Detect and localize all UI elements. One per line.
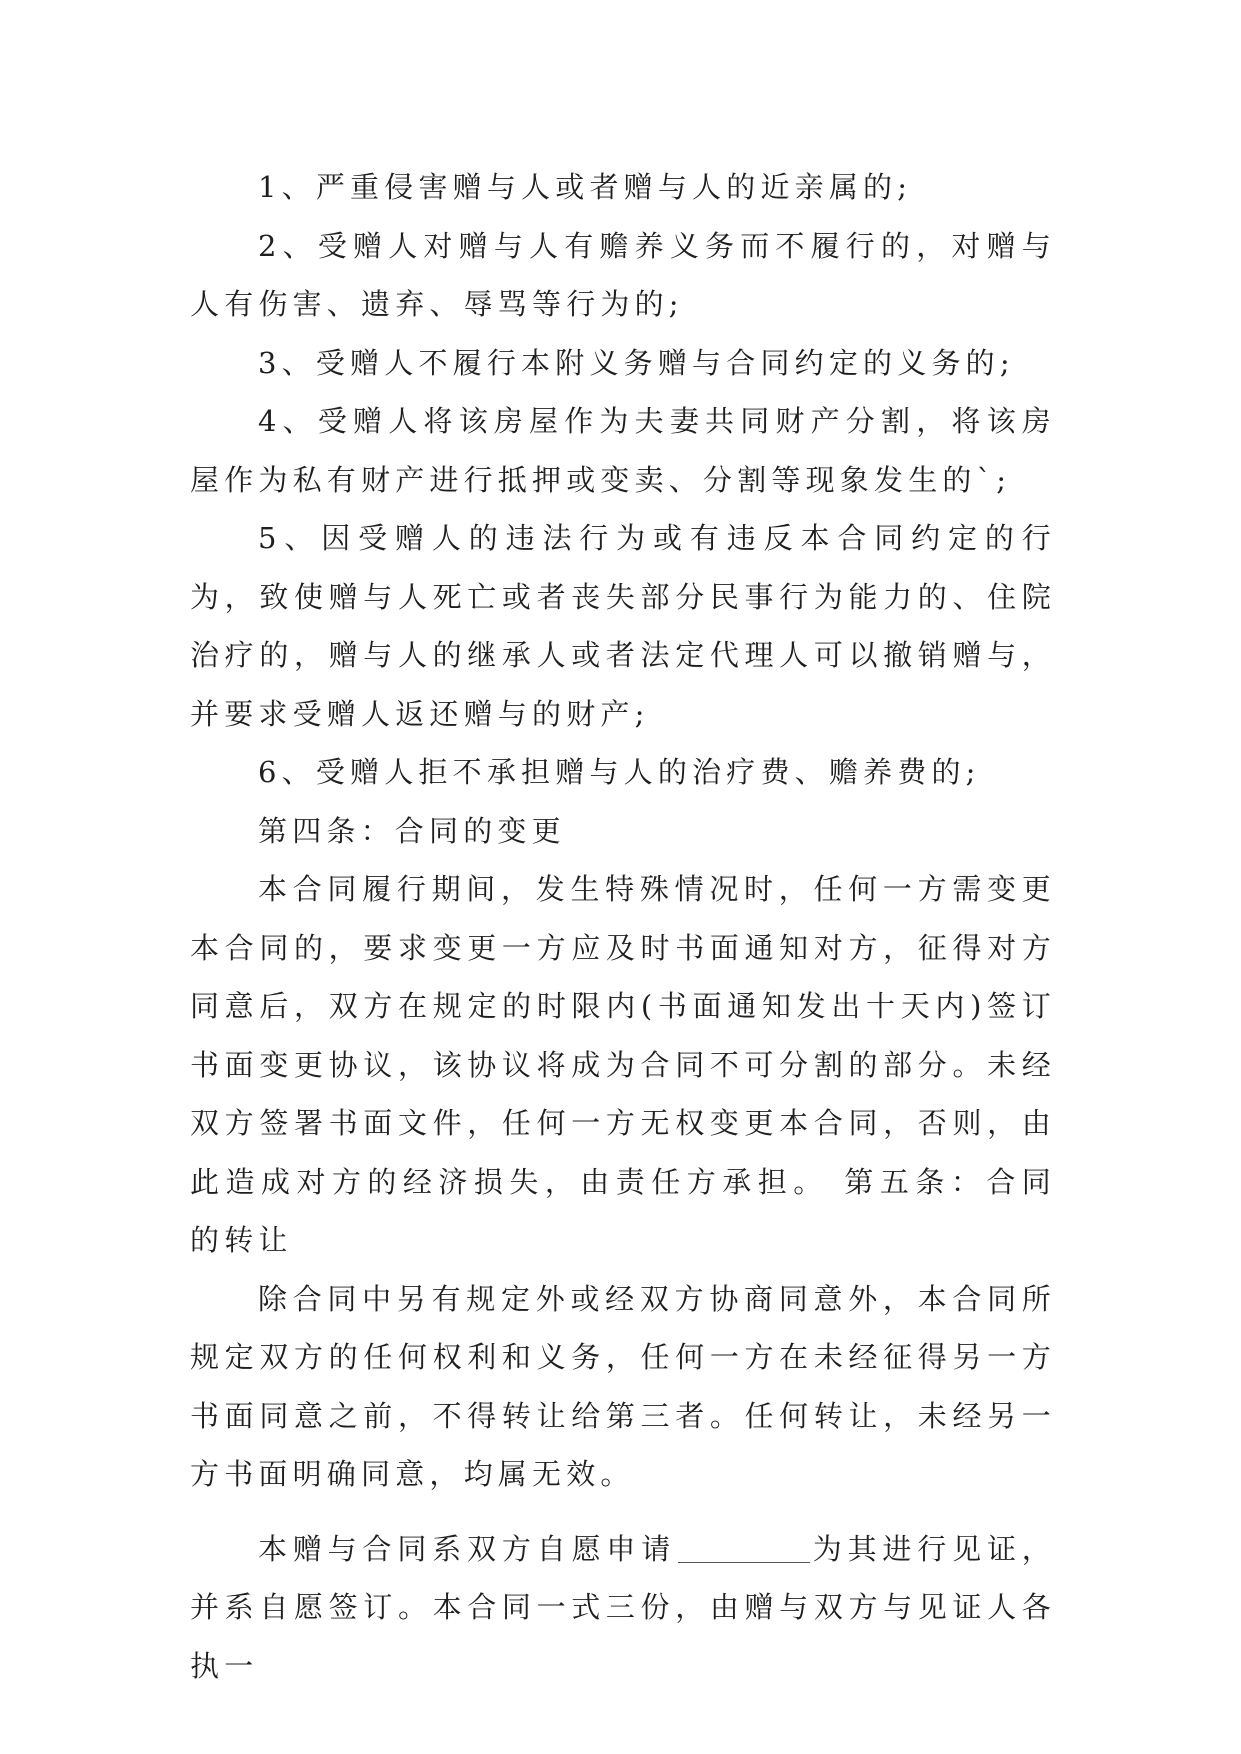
article-4-heading: 第四条：合同的变更 <box>258 813 566 848</box>
article-4-body <box>190 860 1056 1270</box>
document-page <box>190 158 1056 1695</box>
article-5-heading: 第五条：合同的转让 <box>190 1164 1057 1257</box>
witness-blank-line <box>678 1533 810 1563</box>
witness-paragraph <box>190 1520 1056 1696</box>
witness-text-before: 本赠与合同系双方自愿申请 <box>258 1531 677 1566</box>
article-5-body: 除合同中另有规定外或经双方协商同意外，本合同所规定双方的任何权利和义务，任何一方在未经征得另一方书面同意之前，不得转让给第三者。任何转让，未经另一方书面明确同意，均属无效。 <box>190 1281 1056 1491</box>
clause-item-5: 5、因受赠人的违法行为或有违反本合同约定的行为，致使赠与人死亡或者丧失部分民事行为能力的、住院治疗的，赠与人的继承人或者法定代理人可以撤销赠与，并要求受赠人返还赠与的财产; <box>190 521 1056 731</box>
clause-item-2: 2、受赠人对赠与人有赡养义务而不履行的，对赠与人有伤害、遗弃、辱骂等行为的; <box>190 228 1056 321</box>
clause-item-4: 4、受赠人将该房屋作为夫妻共同财产分割，将该房屋作为私有财产进行抵押或变卖、分割等现象发生的`; <box>190 404 1056 497</box>
clause-item-1: 1、严重侵害赠与人或者赠与人的近亲属的; <box>258 170 913 204</box>
article-4-text: 本合同履行期间，发生特殊情况时，任何一方需变更本合同的，要求变更一方应及时书面通知对方，征得对方同意后，双方在规定的时限内(书面通知发出十天内)签订书面变更协议，该协议将成为合同不可分割的部分。未经双方签署书面文件，任何一方无权变更本合同，否则，由此造成对方的经济损失，由责任方承担。 <box>190 872 1056 1199</box>
clause-item-6: 6、受赠人拒不承担赠与人的治疗费、赡养费的; <box>258 755 981 789</box>
clause-item-3: 3、受赠人不履行本附义务赠与合同约定的义务的; <box>258 345 1015 380</box>
witness-text-after: 为其进行见证，并系自愿签订。本合同一式三份，由赠与双方与见证人各执一 <box>190 1531 1056 1683</box>
